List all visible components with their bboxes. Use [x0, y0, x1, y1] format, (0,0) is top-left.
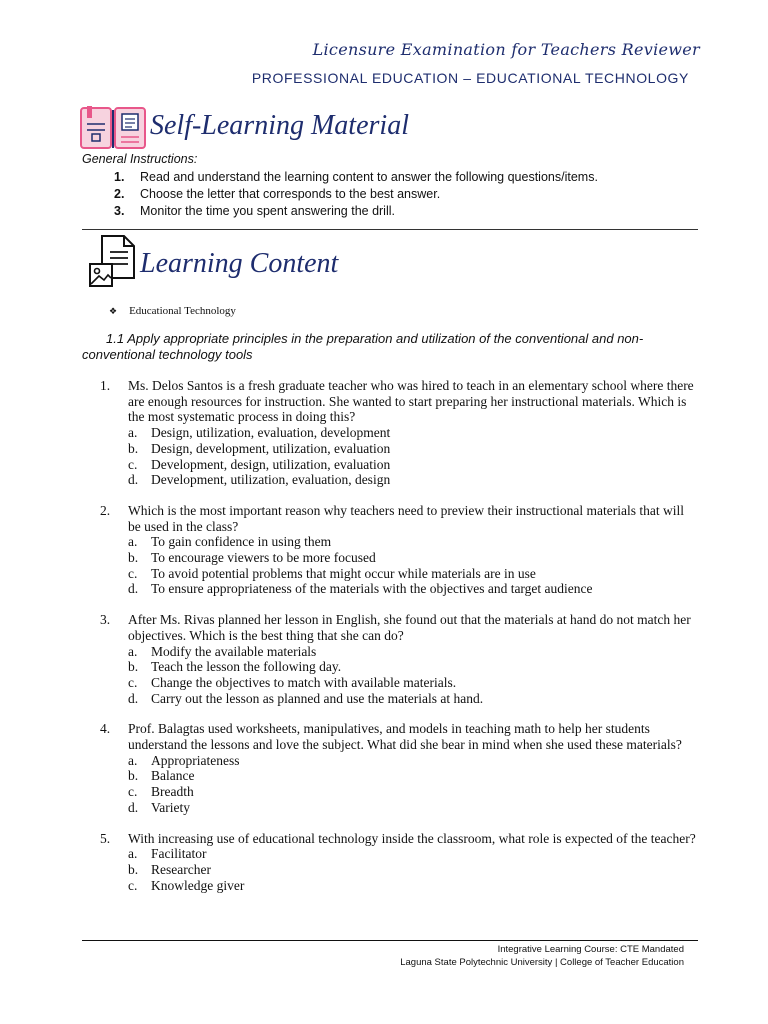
- bullet-icon: ❖: [109, 305, 118, 316]
- answer-option[interactable]: d. Variety: [128, 799, 190, 815]
- subject-heading: PROFESSIONAL EDUCATION – EDUCATIONAL TECHNOLOGY: [251, 70, 689, 86]
- answer-option[interactable]: d. Development, utilization, evaluation, design: [128, 472, 391, 488]
- answer-option[interactable]: d. To ensure appropriateness of the materials with the objectives and target audience: [128, 581, 593, 597]
- question-text: Which is the most important reason why teachers need to preview their instructional materials that will be used in the class?: [128, 502, 684, 534]
- self-learning-title: Self-Learning Material: [150, 110, 409, 141]
- topic-heading: [109, 305, 236, 317]
- answer-option[interactable]: c. Breadth: [128, 784, 194, 800]
- footer-institution: Laguna State Polytechnic University | College of Teacher Education: [400, 957, 684, 968]
- question-text: With increasing use of educational technology inside the classroom, what role is expected of the teacher?: [128, 830, 696, 846]
- answer-option[interactable]: b. Teach the lesson the following day.: [128, 659, 342, 675]
- reviewer-title: Licensure Examination for Teachers Reviewer: [312, 40, 700, 59]
- answer-option[interactable]: a. Appropriateness: [128, 752, 240, 768]
- learning-content-title: Learning Content: [140, 248, 339, 279]
- question-item: [100, 612, 698, 706]
- question-number: 2.: [100, 502, 111, 518]
- competency-statement: 1.1 Apply appropriate principles in the preparation and utilization of the conventional and non-conventional technology tools: [82, 331, 644, 362]
- question-number: 4.: [100, 721, 111, 737]
- answer-option[interactable]: b. Design, development, utilization, evaluation: [128, 440, 391, 456]
- footer-course: Integrative Learning Course: CTE Mandated: [497, 944, 684, 955]
- answer-option[interactable]: a. Facilitator: [128, 846, 207, 862]
- answer-option[interactable]: b. Researcher: [128, 861, 211, 877]
- question-list: [100, 378, 698, 908]
- question-item: [100, 503, 698, 597]
- answer-option[interactable]: b. To encourage viewers to be more focused: [128, 550, 376, 566]
- instruction-item: 2. Choose the letter that corresponds to the best answer.: [114, 187, 441, 201]
- footer: [400, 943, 684, 969]
- instructions-list: [114, 170, 598, 221]
- question-item: [100, 721, 698, 815]
- question-number: 5.: [100, 830, 111, 846]
- topic-label: Educational Technology: [129, 305, 236, 317]
- instructions-heading: General Instructions:: [82, 152, 198, 166]
- question-item: [100, 831, 698, 894]
- document-image-icon: [88, 234, 140, 290]
- question-number: 3.: [100, 612, 111, 628]
- open-book-icon: [78, 104, 148, 152]
- answer-option[interactable]: d. Carry out the lesson as planned and use the materials at hand.: [128, 690, 484, 706]
- section-divider: [82, 229, 698, 230]
- question-text: Ms. Delos Santos is a fresh graduate teacher who was hired to teach in an elementary school where there are enough resources for instruction. She wanted to start preparing her instructional materials. Which is the most systematic process in doing this?: [128, 378, 694, 425]
- question-number: 1.: [100, 378, 111, 393]
- answer-option[interactable]: a. Modify the available materials: [128, 643, 317, 659]
- instruction-item: 1. Read and understand the learning content to answer the following questions/items.: [114, 170, 598, 184]
- instruction-item: 3. Monitor the time you spent answering the drill.: [114, 204, 395, 218]
- answer-option[interactable]: a. To gain confidence in using them: [128, 534, 332, 550]
- question-item: [100, 378, 698, 488]
- answer-option[interactable]: c. Knowledge giver: [128, 877, 245, 893]
- answer-option[interactable]: c. Change the objectives to match with available materials.: [128, 674, 457, 690]
- question-text: Prof. Balagtas used worksheets, manipulatives, and models in teaching math to help her students understand the lessons and love the subject. What did she bear in mind when she used these materials?: [128, 721, 682, 753]
- answer-option[interactable]: c. To avoid potential problems that might occur while materials are in use: [128, 565, 536, 581]
- question-text: After Ms. Rivas planned her lesson in English, she found out that the materials at hand do not match her objectives. Which is the best thing that she can do?: [128, 612, 691, 643]
- footer-divider: [82, 940, 698, 941]
- answer-option[interactable]: c. Development, design, utilization, evaluation: [128, 456, 391, 472]
- answer-option[interactable]: b. Balance: [128, 768, 195, 784]
- answer-option[interactable]: a. Design, utilization, evaluation, development: [128, 425, 391, 441]
